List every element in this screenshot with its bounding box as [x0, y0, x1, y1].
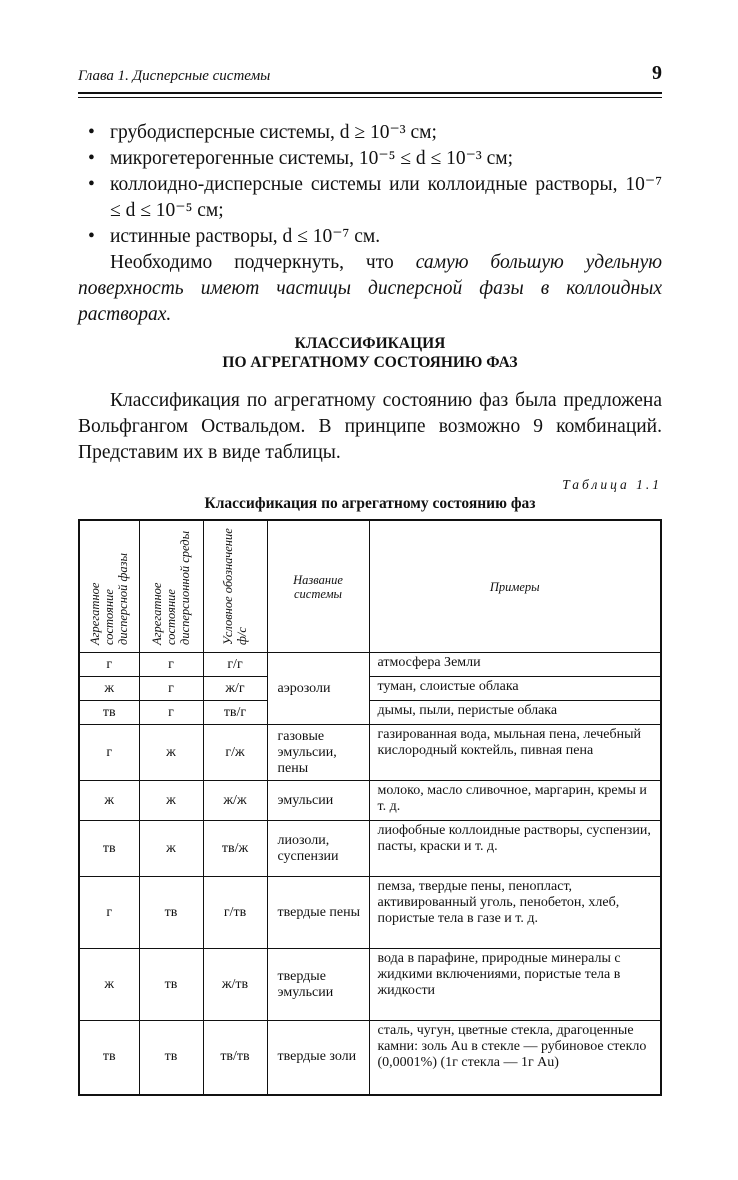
header-phase: Агрегатное состояние дисперсной фазы	[79, 520, 139, 653]
classification-table	[78, 519, 662, 1096]
section-heading: КЛАССИФИКАЦИЯ ПО АГРЕГАТНОМУ СОСТОЯНИЮ ФАЗ	[222, 335, 518, 371]
body-text	[78, 120, 662, 328]
bullet-icon: •	[88, 122, 95, 143]
header-medium: Агрегатное состояние дисперсионной среды	[139, 520, 203, 653]
table-header-row	[79, 520, 661, 653]
list-item: • грубодисперсные системы, d ≥ 10⁻³ см;	[78, 120, 662, 146]
emphasis-paragraph: Необходимо подчеркнуть, что самую большую удельную поверхность имеют частицы дисперсной фазы в коллоидных растворах.	[78, 252, 662, 325]
table-title: Классификация по агрегатному состоянию фаз	[204, 495, 536, 512]
page-number: 9	[652, 62, 662, 84]
bullet-icon: •	[88, 148, 95, 169]
table-row: г тв г/тв твердые пены пемза, твердые пены, пенопласт, активированный уголь, пенобетон, хлеб, пористые тела в газе и т. д.	[79, 877, 661, 949]
list-item: • микрогетерогенные системы, 10⁻⁵ ≤ d ≤ 10⁻³ см;	[78, 146, 662, 172]
chapter-title: Глава 1. Дисперсные системы	[78, 68, 271, 84]
table-row: тв ж тв/ж лиозоли, суспензии лиофобные коллоидные растворы, суспензии, пасты, краски и т. д.	[79, 821, 661, 877]
header-rule-thick	[78, 92, 662, 94]
table-row: г г г/г аэрозоли атмосфера Земли	[79, 653, 661, 677]
table-row: тв тв тв/тв твердые золи сталь, чугун, цветные стекла, драгоценные камни: золь Au в стекле — рубиновое стекло (0,0001%) (1г стекла — 1г Au)	[79, 1021, 661, 1095]
bullet-icon: •	[88, 174, 95, 195]
table-row: ж тв ж/тв твердые эмульсии вода в парафине, природные минералы с жидкими включениями, пористые тела в жидкости	[79, 949, 661, 1021]
header-rule-thin	[78, 97, 662, 98]
table-row: ж ж ж/ж эмульсии молоко, масло сливочное, маргарин, кремы и т. д.	[79, 781, 661, 821]
emphasized-text: самую большую удельную поверхность имеют частицы дисперсной фазы в коллоидных растворах.	[78, 252, 662, 325]
list-item: • истинные растворы, d ≤ 10⁻⁷ см.	[78, 224, 662, 250]
running-header	[78, 62, 662, 92]
header-symbol: Условное обозначение ф/с	[203, 520, 267, 653]
table-row: г ж г/ж газовые эмульсии, пены газированная вода, мыльная пена, лечебный кислородный коктейль, пивная пена	[79, 725, 661, 781]
bullet-icon: •	[88, 226, 95, 247]
header-examples: Примеры	[369, 520, 661, 653]
table-row: ж г ж/г туман, слоистые облака	[79, 677, 661, 701]
table-row: тв г тв/г дымы, пыли, перистые облака	[79, 701, 661, 725]
table-label: Таблица 1.1	[562, 477, 662, 492]
header-name: Название системы	[267, 520, 369, 653]
intro-paragraph: Классификация по агрегатному состоянию фаз была предложена Вольфгангом Оствальдом. В принципе возможно 9 комбинаций. Представим их в виде таблицы.	[78, 390, 662, 463]
size-class-list	[78, 120, 662, 250]
list-item: • коллоидно-дисперсные системы или коллоидные растворы, 10⁻⁷ ≤ d ≤ 10⁻⁵ см;	[88, 174, 662, 221]
aerosol-name-cell: аэрозоли	[267, 653, 369, 725]
